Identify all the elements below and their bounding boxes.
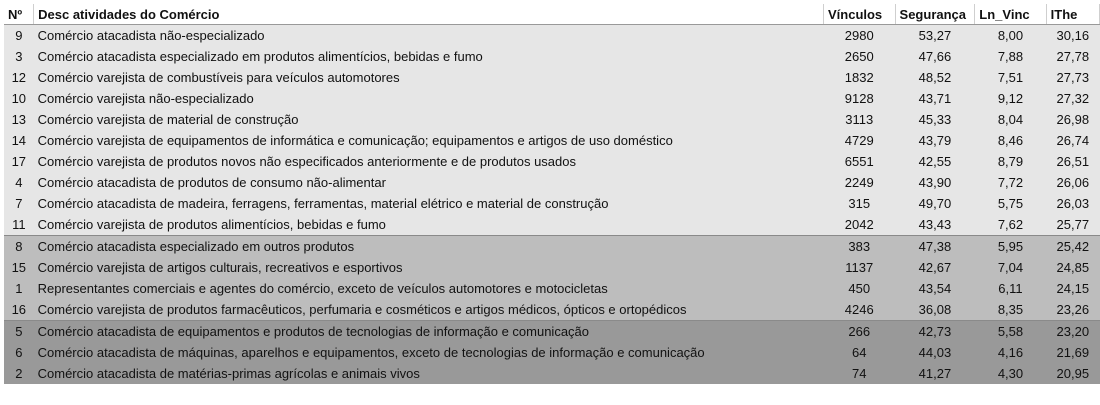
row-ln-vinc: 6,11 (975, 278, 1046, 299)
row-vinculos: 266 (823, 321, 895, 343)
row-vinculos: 2249 (823, 172, 895, 193)
row-ln-vinc: 8,35 (975, 299, 1046, 321)
row-vinculos: 4246 (823, 299, 895, 321)
row-vinculos: 4729 (823, 130, 895, 151)
header-ln-vinc: Ln_Vinc (975, 4, 1046, 25)
table-row (4, 46, 1100, 67)
table-row (4, 278, 1100, 299)
row-number: 1 (4, 278, 34, 299)
table-row (4, 236, 1100, 258)
table-row (4, 130, 1100, 151)
header-vinculos: Vínculos (823, 4, 895, 25)
row-vinculos: 2042 (823, 214, 895, 236)
row-description: Comércio varejista de produtos alimentícios, bebidas e fumo (34, 214, 824, 236)
row-seguranca: 44,03 (895, 342, 975, 363)
row-number: 12 (4, 67, 34, 88)
row-ln-vinc: 5,58 (975, 321, 1046, 343)
row-number: 8 (4, 236, 34, 258)
row-seguranca: 43,71 (895, 88, 975, 109)
row-number: 10 (4, 88, 34, 109)
row-vinculos: 450 (823, 278, 895, 299)
row-ithe: 26,74 (1046, 130, 1099, 151)
row-ithe: 26,51 (1046, 151, 1099, 172)
row-number: 14 (4, 130, 34, 151)
row-ln-vinc: 7,62 (975, 214, 1046, 236)
row-number: 3 (4, 46, 34, 67)
row-vinculos: 1832 (823, 67, 895, 88)
row-description: Representantes comerciais e agentes do comércio, exceto de veículos automotores e motocicletas (34, 278, 824, 299)
table-row (4, 257, 1100, 278)
row-description: Comércio varejista de produtos novos não especificados anteriormente e de produtos usados (34, 151, 824, 172)
table-row (4, 193, 1100, 214)
row-vinculos: 2980 (823, 25, 895, 47)
row-ln-vinc: 4,30 (975, 363, 1046, 384)
row-number: 5 (4, 321, 34, 343)
row-vinculos: 6551 (823, 151, 895, 172)
table-row (4, 88, 1100, 109)
row-ln-vinc: 5,95 (975, 236, 1046, 258)
table-row (4, 299, 1100, 321)
row-ithe: 20,95 (1046, 363, 1099, 384)
row-seguranca: 43,90 (895, 172, 975, 193)
table-body (4, 25, 1100, 385)
row-seguranca: 42,67 (895, 257, 975, 278)
row-seguranca: 48,52 (895, 67, 975, 88)
row-description: Comércio varejista de material de construção (34, 109, 824, 130)
row-ithe: 26,06 (1046, 172, 1099, 193)
row-number: 4 (4, 172, 34, 193)
row-description: Comércio atacadista de produtos de consumo não-alimentar (34, 172, 824, 193)
row-seguranca: 42,55 (895, 151, 975, 172)
row-vinculos: 74 (823, 363, 895, 384)
row-seguranca: 41,27 (895, 363, 975, 384)
row-number: 15 (4, 257, 34, 278)
header-description: Desc atividades do Comércio (34, 4, 824, 25)
row-description: Comércio atacadista de equipamentos e produtos de tecnologias de informação e comunicação (34, 321, 824, 343)
row-seguranca: 45,33 (895, 109, 975, 130)
row-ln-vinc: 9,12 (975, 88, 1046, 109)
table-row (4, 151, 1100, 172)
row-ithe: 25,77 (1046, 214, 1099, 236)
row-description: Comércio atacadista especializado em outros produtos (34, 236, 824, 258)
row-ithe: 26,03 (1046, 193, 1099, 214)
row-seguranca: 42,73 (895, 321, 975, 343)
row-description: Comércio varejista de produtos farmacêuticos, perfumaria e cosméticos e artigos médicos, ópticos e ortopédicos (34, 299, 824, 321)
row-vinculos: 315 (823, 193, 895, 214)
row-ithe: 23,26 (1046, 299, 1099, 321)
row-ln-vinc: 8,46 (975, 130, 1046, 151)
row-number: 16 (4, 299, 34, 321)
row-ithe: 27,32 (1046, 88, 1099, 109)
row-ln-vinc: 7,72 (975, 172, 1046, 193)
row-description: Comércio atacadista não-especializado (34, 25, 824, 47)
header-seguranca: Segurança (895, 4, 975, 25)
row-vinculos: 1137 (823, 257, 895, 278)
row-ln-vinc: 4,16 (975, 342, 1046, 363)
row-seguranca: 47,66 (895, 46, 975, 67)
row-ithe: 24,15 (1046, 278, 1099, 299)
row-ithe: 26,98 (1046, 109, 1099, 130)
table-row (4, 214, 1100, 236)
table-row (4, 25, 1100, 47)
row-description: Comércio varejista de artigos culturais, recreativos e esportivos (34, 257, 824, 278)
row-seguranca: 43,54 (895, 278, 975, 299)
commerce-activities-table (4, 4, 1100, 384)
row-description: Comércio atacadista de madeira, ferragens, ferramentas, material elétrico e material de construção (34, 193, 824, 214)
table-row (4, 363, 1100, 384)
header-ithe: IThe (1046, 4, 1099, 25)
row-seguranca: 53,27 (895, 25, 975, 47)
row-seguranca: 47,38 (895, 236, 975, 258)
row-ln-vinc: 8,00 (975, 25, 1046, 47)
row-ithe: 21,69 (1046, 342, 1099, 363)
row-description: Comércio varejista não-especializado (34, 88, 824, 109)
row-ln-vinc: 8,79 (975, 151, 1046, 172)
row-number: 6 (4, 342, 34, 363)
row-description: Comércio varejista de equipamentos de informática e comunicação; equipamentos e artigos de uso doméstico (34, 130, 824, 151)
row-seguranca: 43,43 (895, 214, 975, 236)
row-ln-vinc: 5,75 (975, 193, 1046, 214)
table-row (4, 109, 1100, 130)
row-description: Comércio varejista de combustíveis para veículos automotores (34, 67, 824, 88)
row-vinculos: 9128 (823, 88, 895, 109)
row-vinculos: 64 (823, 342, 895, 363)
row-ithe: 30,16 (1046, 25, 1099, 47)
row-seguranca: 36,08 (895, 299, 975, 321)
row-vinculos: 3113 (823, 109, 895, 130)
row-ln-vinc: 7,88 (975, 46, 1046, 67)
row-ithe: 25,42 (1046, 236, 1099, 258)
table-row (4, 67, 1100, 88)
row-description: Comércio atacadista de matérias-primas agrícolas e animais vivos (34, 363, 824, 384)
table-row (4, 342, 1100, 363)
commerce-table-container (4, 4, 1100, 384)
table-header-row (4, 4, 1100, 25)
row-ln-vinc: 7,04 (975, 257, 1046, 278)
row-ithe: 27,78 (1046, 46, 1099, 67)
row-number: 11 (4, 214, 34, 236)
header-number: Nº (4, 4, 34, 25)
row-ln-vinc: 7,51 (975, 67, 1046, 88)
row-seguranca: 49,70 (895, 193, 975, 214)
row-description: Comércio atacadista especializado em produtos alimentícios, bebidas e fumo (34, 46, 824, 67)
row-ln-vinc: 8,04 (975, 109, 1046, 130)
row-description: Comércio atacadista de máquinas, aparelhos e equipamentos, exceto de tecnologias de informação e comunicação (34, 342, 824, 363)
row-vinculos: 2650 (823, 46, 895, 67)
table-row (4, 321, 1100, 343)
row-vinculos: 383 (823, 236, 895, 258)
row-number: 13 (4, 109, 34, 130)
row-ithe: 27,73 (1046, 67, 1099, 88)
row-number: 2 (4, 363, 34, 384)
row-ithe: 24,85 (1046, 257, 1099, 278)
row-ithe: 23,20 (1046, 321, 1099, 343)
row-number: 17 (4, 151, 34, 172)
row-number: 7 (4, 193, 34, 214)
table-row (4, 172, 1100, 193)
row-seguranca: 43,79 (895, 130, 975, 151)
row-number: 9 (4, 25, 34, 47)
